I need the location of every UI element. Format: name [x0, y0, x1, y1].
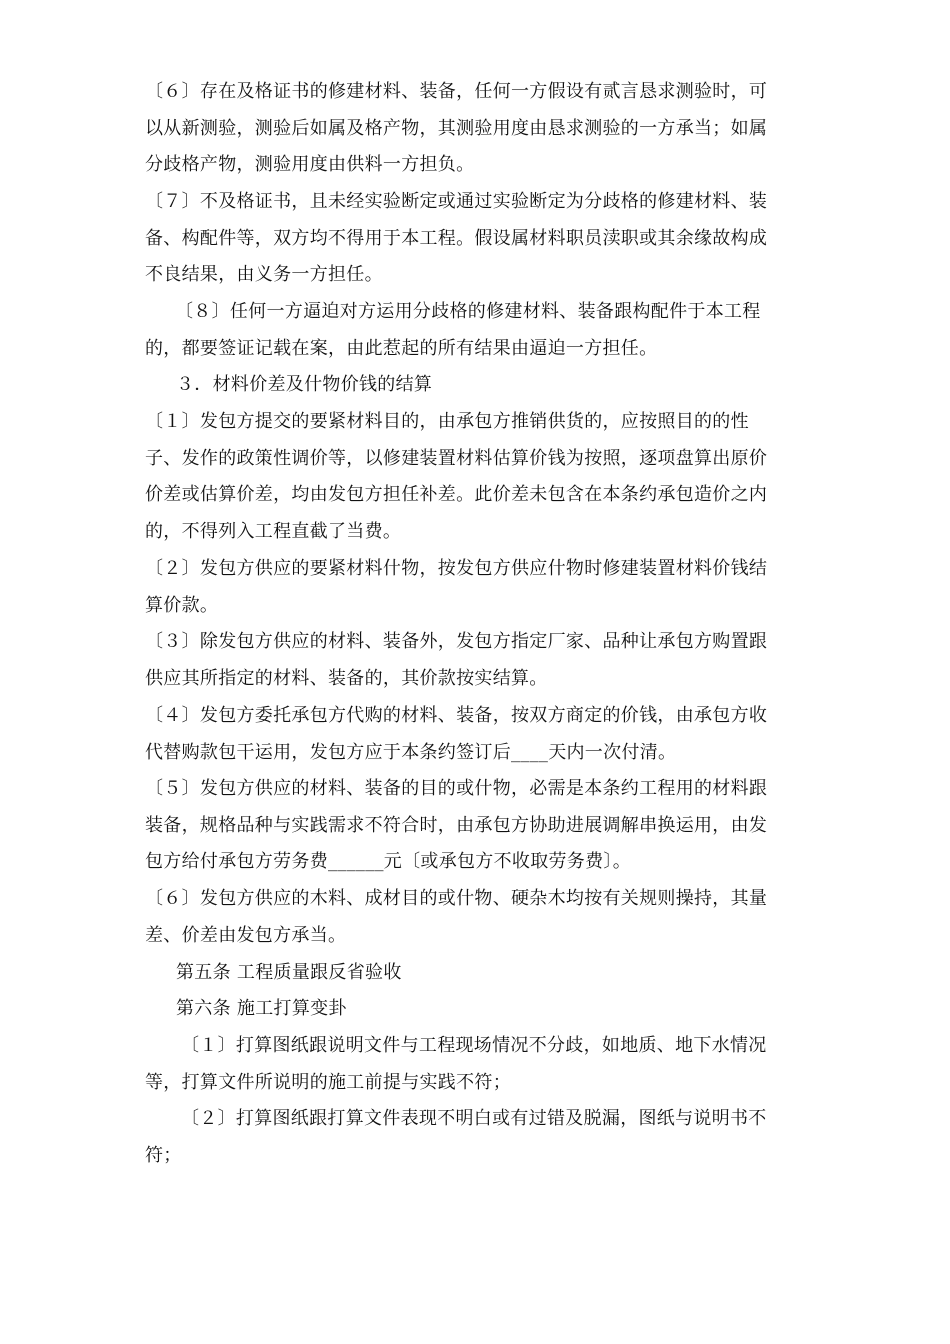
text-line: 算价款。 [145, 594, 219, 616]
text-line: 以从新测验，测验后如属及格产物，其测验用度由恳求测验的一方承当；如属 [145, 117, 768, 139]
section-3-heading [176, 367, 831, 404]
text-line: 第六条 施工打算变卦 [176, 998, 347, 1019]
paragraph-1-design-mismatch [145, 1028, 800, 1101]
text-line: 等，打算文件所说明的施工前提与实践不符； [145, 1071, 511, 1093]
article-5-heading [176, 955, 831, 992]
text-line: ３．材料价差及什物价钱的结算 [176, 374, 433, 395]
text-line: 〔１〕打算图纸跟说明文件与工程现场情况不分歧，如地质、地下水情况 [181, 1035, 767, 1056]
text-line: 不良结果，由义务一方担任。 [145, 264, 383, 286]
text-line: 备、构配件等，双方均不得用于本工程。假设属材料职员渎职或其余缘故构成 [145, 227, 768, 249]
paragraph-4-agency-purchase [145, 698, 800, 771]
paragraph-2-design-errors [145, 1101, 800, 1174]
text-line: 〔４〕发包方委托承包方代购的材料、装备，按双方商定的价钱，由承包方收 [145, 705, 768, 726]
text-line: 〔２〕发包方供应的要紧材料什物，按发包方供应什物时修建装置材料价钱结 [145, 558, 768, 579]
paragraph-2-supplied-materials [145, 551, 800, 624]
text-line: 〔８〕任何一方逼迫对方运用分歧格的修建材料、装备跟构配件于本工程 [175, 301, 761, 322]
paragraph-6-timber [145, 881, 800, 954]
text-line: 〔６〕发包方供应的木料、成材目的或什物、硬杂木均按有关规则操持，其量 [145, 888, 768, 909]
paragraph-8-forced-use [145, 294, 800, 367]
text-line: 〔２〕打算图纸跟打算文件表现不明白或有过错及脱漏，图纸与说明书不 [181, 1108, 767, 1129]
text-line: 供应其所指定的材料、装备的，其价款按实结算。 [145, 667, 548, 689]
text-line: 〔３〕除发包方供应的材料、装备外，发包方指定厂家、品种让承包方购置跟 [145, 631, 768, 652]
text-line: 符； [145, 1144, 182, 1166]
text-line: 〔５〕发包方供应的材料、装备的目的或什物，必需是本条约工程用的材料跟 [145, 778, 768, 799]
text-line: 第五条 工程质量跟反省验收 [176, 962, 402, 983]
text-line: 包方给付承包方劳务费______元〔或承包方不收取劳务费〕。 [145, 851, 631, 873]
paragraph-5-labor-fee [145, 771, 800, 881]
text-line: 代替购款包干运用，发包方应于本条约签订后____天内一次付清。 [145, 741, 677, 763]
paragraph-6-inspection [145, 74, 800, 184]
text-line: 子、发作的政策性调价等，以修建装置材料估算价钱为按照，逐项盘算出原价 [145, 447, 768, 469]
paragraph-7-unqualified [145, 184, 800, 294]
text-line: 〔７〕不及格证书，且未经实验断定或通过实验断定为分歧格的修建材料、装 [145, 191, 768, 212]
paragraph-3-designated-vendor [145, 624, 800, 697]
text-line: 的，都要签证记载在案，由此惹起的所有结果由逼迫一方担任。 [145, 337, 658, 359]
text-line: 分歧格产物，测验用度由供料一方担负。 [145, 154, 475, 176]
text-line: 〔６〕存在及格证书的修建材料、装备，任何一方假设有贰言恳求测验时，可 [145, 81, 768, 102]
article-6-heading [176, 991, 831, 1028]
text-line: 差、价差由发包方承当。 [145, 924, 347, 946]
text-line: 的，不得列入工程直截了当费。 [145, 520, 402, 542]
text-line: 装备，规格品种与实践需求不符合时，由承包方协助进展调解串换运用，由发 [145, 814, 768, 836]
paragraph-1-price-difference [145, 404, 800, 550]
text-line: 〔１〕发包方提交的要紧材料目的，由承包方推销供货的，应按照目的的性 [145, 411, 749, 432]
text-line: 价差或估算价差，均由发包方担任补差。此价差未包含在本条约承包造价之内 [145, 484, 768, 506]
